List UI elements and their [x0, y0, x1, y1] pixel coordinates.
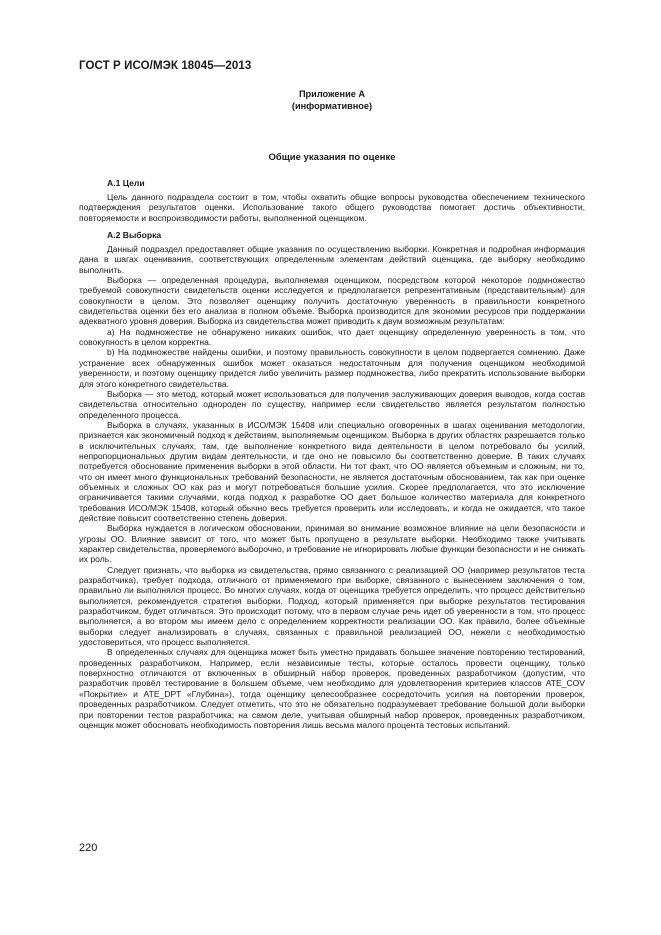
subsection-heading: А.1 Цели — [107, 178, 145, 188]
appendix-subtitle: (информативное) — [291, 100, 373, 111]
list-item: a) На подмножестве не обнаружено никаких ошибок, что дает оценщику определенную уверенность в том, что совокупность в целом корректна. — [79, 326, 585, 348]
paragraph: Следует признать, что выборка из свидетельства, прямо связанного с реализацией ОО (например результатов теста разработчика), требует подхода, отличного от применяемого при выборке, связанного с вынесением заключения о том, правильно ли выполнялся процесс. Во многих случаях, когда от оценщика требуется определить, что процесс действительно выполняется, рекомендуется стратегия выборки. Подход, который применяется при выборке результатов тестирования разработчиком, будет отличаться. Это происходит потому, что в первом случае речь идет об уверенности в том, что процесс выполняется, а во втором мы имеем дело с определением корректности реализации ОО. Как правило, более объемные выборки следует анализировать в случаях, связанных с правильной реализацией ОО, нежели с необходимостью удостовериться, что процесс выполняется. — [79, 564, 585, 648]
paragraph: Выборка — это метод, который может использоваться для получения заслуживающих доверия выводов, когда состав свидетельства относительно однороден по существу, например если свидетельство является результатом полностью определенного процесса. — [79, 388, 585, 420]
paragraph: Данный подраздел предоставляет общие указания по осуществлению выборки. Конкретная и подробная информация дана в шагах оценивания, соответствующих определенным элементам действий оценщика, где выборку необходимо выполнить. — [79, 244, 585, 275]
subsection-heading: А.2 Выборка — [107, 230, 162, 241]
appendix-title: Приложение А — [298, 89, 366, 99]
paragraph: Выборка в случаях, указанных в ИСО/МЭК 15408 или специально оговоренных в шагах оценивания методологии, признается как экономичный подход к действиям, выполняемым оценщиком. Выборка в других областях разрешается только в исключительных случаях, там, где выполнение конкретного вида деятельности в целом потребовало бы усилий, непропорциональных другим видам деятельности, и где оно не повысило бы соответственно доверие. В таких случаях потребуется обоснование применения выборки в этой области. Ни тот факт, что ОО является объемным и сложным, ни то, что он имеет много функциональных требований безопасности, не является достаточным обоснованием, так как при оценке объемных и сложных ОО как раз и могут потребоваться большие усилия. Скорее предполагается, что это исключение ограничивается такими случаями, когда подход к разработке ОО дает большое количество материала для конкретного требования ИСО/МЭК 15408, который обычно весь требуется проверить или исследовать, и когда не ожидается, что такое действие повысит соответственно степень доверия. — [79, 419, 585, 523]
paragraph: Выборка — определенная процедура, выполняемая оценщиком, посредством которой некоторое подмножество требуемой совокупности свидетельств оценки исследуется и предполагается репрезентативным (представительным) для совокупности в целом. Это позволяет оценщику получить достаточную уверенность в правильности конкретного свидетельства оценки без его анализа в полном объеме. Выборка производится для экономии ресурсов при поддержании адекватного уровня доверия. Выборка из свидетельства может приводить к двум возможным результатам: — [79, 275, 585, 327]
body-text — [79, 178, 585, 730]
paragraph: Цель данного подраздела состоит в том, чтобы охватить общие вопросы руководства обеспечением технического подтверждения результатов оценки. Использование такого общего руководства помогает достичь объективности, повторяемости и воспроизводимости работы, выполненной оценщиком. — [79, 192, 585, 223]
paragraph: Выборка нуждается в логическом обосновании, принимая во внимание возможное влияние на цели безопасности и угрозы ОО. Влияние зависит от того, что может быть пропущено в результате выборки. Необходимо также учитывать характер свидетельства, проверяемого выборочно, и требование не игнорировать любые функции безопасности и не снижать их роль. — [79, 523, 585, 565]
list-item: b) На подмножестве найдены ошибки, и поэтому правильность совокупности в целом подвергается сомнению. Даже устранение всех обнаруженных ошибок может оказаться недостаточным для получения оценщиком необходимой уверенности, и поэтому оценщику придется либо увеличить размер подмножества, либо прекратить использование выборки для этого конкретного свидетельства. — [79, 347, 585, 389]
page-number: 220 — [79, 842, 98, 854]
appendix-heading — [79, 89, 585, 112]
section-title: Общие указания по оценке — [268, 152, 396, 163]
standard-header: ГОСТ Р ИСО/МЭК 18045—2013 — [79, 60, 252, 72]
paragraph: В определенных случаях для оценщика может быть уместно придавать большее значение повторению тестирований, проведенных разработчиком. Например, если независимые тесты, которые осталось провести оценщику, только поверхностно отличаются от включенных в обширный набор проверок, проведенных разработчиком (допустим, что разработчик провёл тестирование в большем объеме, чем необходимо для удовлетворения критериев классов ATE_COV «Покрытие» и ATE_DPT «Глубина»), тогда оценщику целесообразнее сосредоточить усилия на повторении проверок, проведенных разработчиком. Следует отметить, что это не обязательно подразумевает требование большой доли выборки при повторении тестов разработчика; на самом деле, учитывая обширный набор проверок, проведенных разработчиком, оценщик может обосновать необходимость повторения лишь весьма малого процента тестовых испытаний. — [79, 647, 585, 730]
